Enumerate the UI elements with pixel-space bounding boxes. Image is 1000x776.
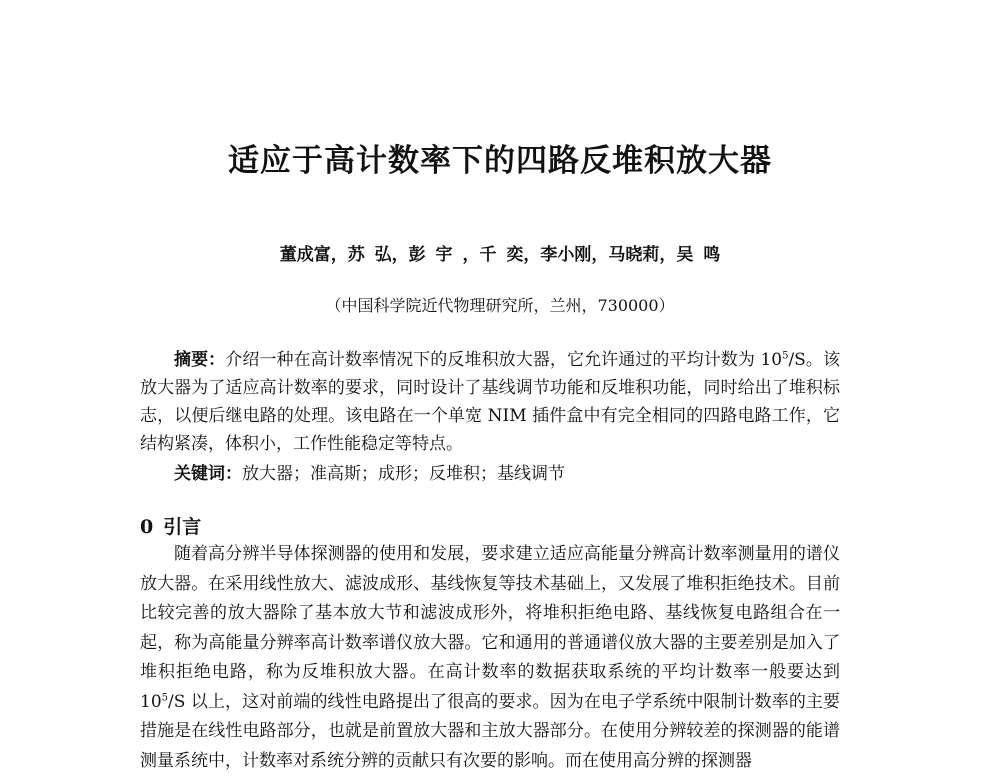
keywords-label: 关键词： xyxy=(174,464,242,484)
body-paragraph xyxy=(140,540,840,771)
keywords-text: 放大器；准高斯；成形；反堆积；基线调节 xyxy=(242,464,565,484)
section-heading xyxy=(140,512,201,539)
abstract xyxy=(140,346,840,458)
body-text-part-2: /S 以上，这对前端的线性电路提出了很高的要求。因为在电子学系统中限制计数率的主要措施是在线性电路部分，也就是前置放大器和主放大器部分。在使用分辨较差的探测器的能谱测量系统中，计数率对系统分辨的贡献只有次要的影响。而在使用高分辨的探测器 xyxy=(140,691,840,771)
abstract-text-part-2: /S。该放大器为了适应高计数率的要求，同时设计了基线调节功能和反堆积功能，同时给出了堆积标志，以便后继电路的处理。该电路在一个单宽 NIM 插件盒中有完全相同的四路电路工作，它结构紧凑，体积小，工作性能稳定等特点。 xyxy=(140,350,840,454)
abstract-text-part-1: 介绍一种在高计数率情况下的反堆积放大器，它允许通过的平均计数为 10 xyxy=(225,350,783,370)
section-title: 引言 xyxy=(163,516,202,538)
author-list: 董成富，苏 弘，彭 宇 ，千 奕，李小刚，马晓莉，吴 鸣 xyxy=(279,245,721,265)
body-text-part-1: 随着高分辨半导体探测器的使用和发展，要求建立适应高能量分辨高计数率测量用的谱仪放大器。在采用线性放大、滤波成形、基线恢复等技术基础上，又发展了堆积拒绝技术。目前比较完善的放大器除了基本放大节和滤波成形外，将堆积拒绝电路、基线恢复电路组合在一起，称为高能量分辨率高计数率谱仪放大器。它和通用的普通谱仪放大器的主要差别是加入了堆积拒绝电路，称为反堆积放大器。在高计数率的数据获取系统的平均计数率一般要达到 10 xyxy=(140,544,840,712)
section-number: 0 xyxy=(140,516,154,538)
affiliation: （中国科学院近代物理研究所，兰州，730000） xyxy=(325,296,675,315)
abstract-superscript: 5 xyxy=(782,350,789,362)
paper-title: 适应于高计数率下的四路反堆积放大器 xyxy=(228,143,772,179)
abstract-label: 摘要： xyxy=(174,350,226,370)
body-superscript: 5 xyxy=(161,691,169,703)
keywords xyxy=(174,460,565,488)
